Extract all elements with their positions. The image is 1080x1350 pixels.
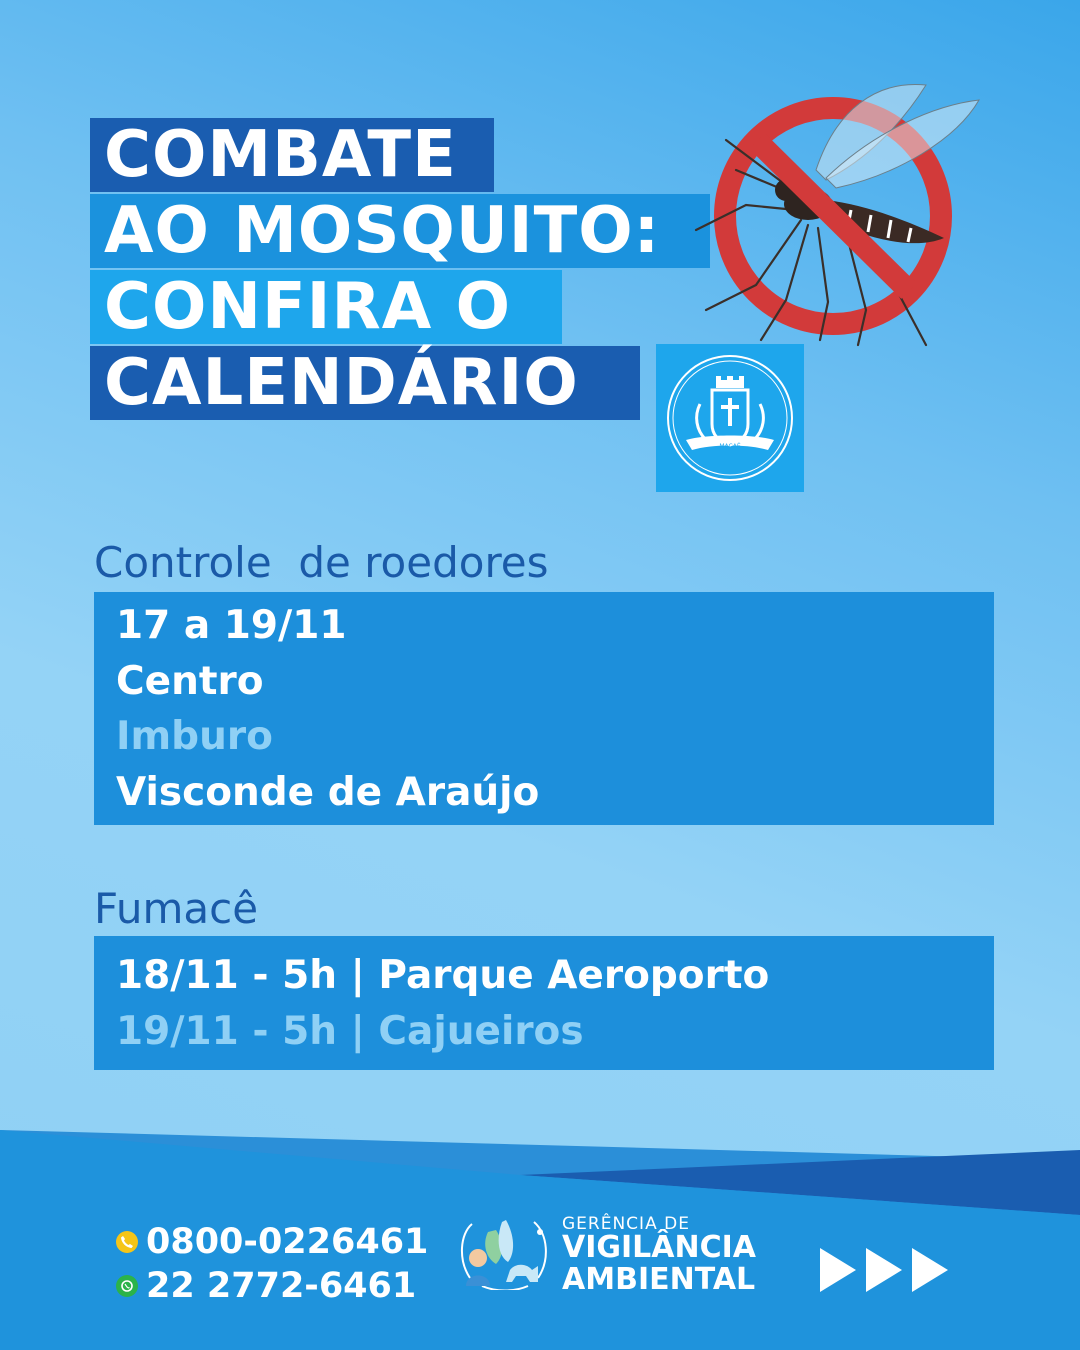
brand-line-2: VIGILÂNCIA xyxy=(562,1230,757,1265)
fumace-schedule-2: 19/11 - 5h | Cajueiros xyxy=(116,1008,584,1054)
roedores-location-centro: Centro xyxy=(116,658,264,704)
next-arrows-icon[interactable] xyxy=(820,1248,952,1292)
title-line-1: COMBATE xyxy=(90,118,494,192)
vigilancia-ambiental-logo xyxy=(452,1212,556,1290)
roedores-panel xyxy=(94,592,994,825)
phone-number: 0800-0226461 xyxy=(146,1222,429,1262)
city-crest-badge xyxy=(656,344,804,492)
roedores-dates: 17 a 19/11 xyxy=(116,603,347,648)
brand-line-3: AMBIENTAL xyxy=(562,1262,756,1297)
roedores-heading: Controle de roedores xyxy=(94,538,549,587)
whatsapp-icon xyxy=(116,1275,138,1297)
whatsapp-number: 22 2772-6461 xyxy=(146,1266,417,1306)
fumace-schedule-1: 18/11 - 5h | Parque Aeroporto xyxy=(116,953,770,998)
title-line-3: CONFIRA O xyxy=(90,270,562,344)
roedores-location-imburo: Imburo xyxy=(116,714,273,759)
roedores-location-visconde: Visconde de Araújo xyxy=(116,769,540,815)
phone-contact[interactable] xyxy=(116,1222,428,1262)
title-line-4: CALENDÁRIO xyxy=(90,346,640,420)
fumace-heading: Fumacê xyxy=(94,884,259,933)
title-line-2: AO MOSQUITO: xyxy=(90,194,710,268)
city-crest-icon xyxy=(656,344,804,492)
brand-line-1: GERÊNCIA DE xyxy=(562,1214,690,1234)
fumace-panel xyxy=(94,936,994,1070)
crest-ribbon-text: MACAÉ xyxy=(719,443,741,450)
phone-icon xyxy=(116,1231,138,1253)
no-mosquito-icon xyxy=(686,70,986,350)
vigilancia-ambiental-brand xyxy=(452,1212,772,1297)
whatsapp-contact[interactable] xyxy=(116,1266,416,1306)
